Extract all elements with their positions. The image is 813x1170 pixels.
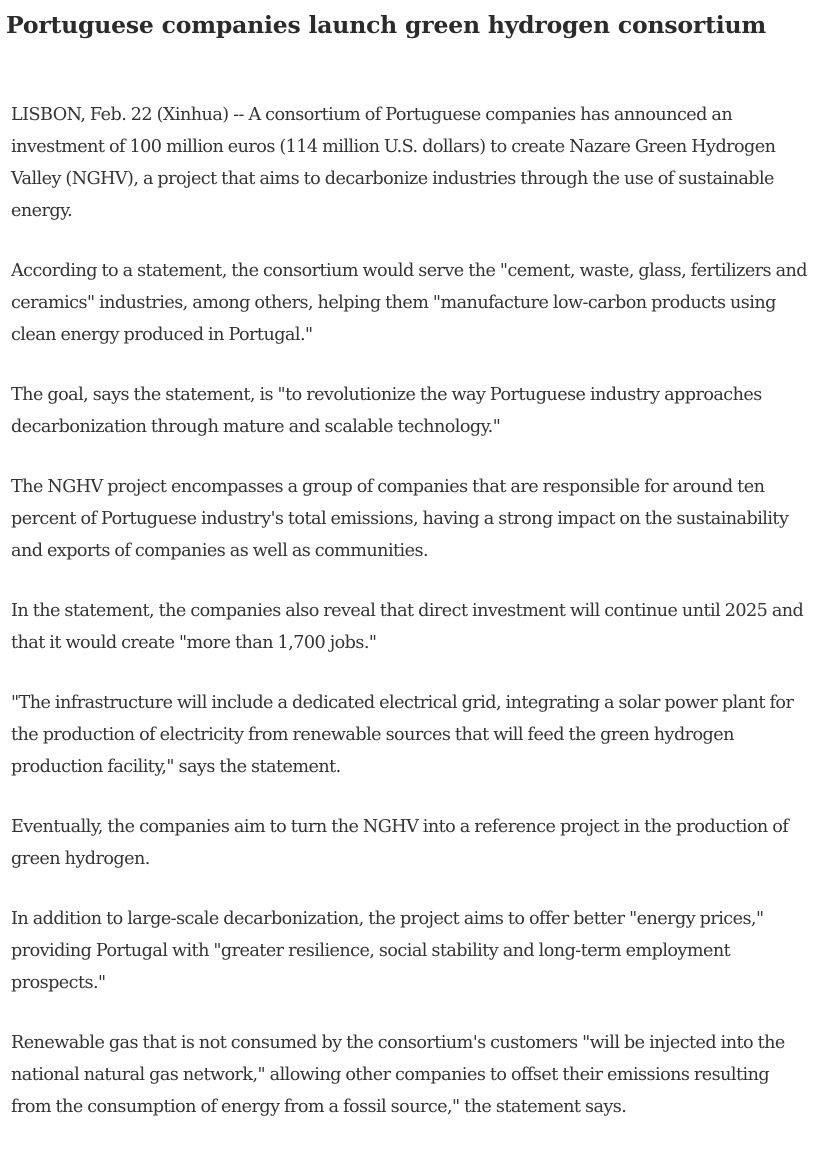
article-paragraph: "The infrastructure will include a dedicated electrical grid, integrating a solar power plant for the production of electricity from renewable sources that will feed the green hydrogen production facility," says the statement.	[11, 693, 794, 777]
article-paragraph: LISBON, Feb. 22 (Xinhua) -- A consortium of Portuguese companies has announced an investment of 100 million euros (114 million U.S. dollars) to create Nazare Green Hydrogen Valley (NGHV), a project that aims to decarbonize industries through the use of sustainable energy.	[11, 105, 776, 221]
article-paragraph: According to a statement, the consortium would serve the "cement, waste, glass, fertilizers and ceramics" industries, among others, helping them "manufacture low-carbon products using clean energy produced in Portugal."	[11, 261, 807, 345]
article-paragraph: In addition to large-scale decarbonization, the project aims to offer better "energy prices," providing Portugal with "greater resilience, social stability and long-term employment prospects."	[11, 909, 764, 993]
article-paragraph: Renewable gas that is not consumed by the consortium's customers "will be injected into the national natural gas network," allowing other companies to offset their emissions resulting from the consumption of energy from a fossil source," the statement says.	[11, 1033, 785, 1117]
article-body	[11, 99, 809, 1151]
article-headline: Portuguese companies launch green hydrogen consortium	[6, 11, 767, 39]
article-paragraph: Eventually, the companies aim to turn the NGHV into a reference project in the production of green hydrogen.	[11, 817, 789, 869]
article-paragraph: The goal, says the statement, is "to revolutionize the way Portuguese industry approaches decarbonization through mature and scalable technology."	[11, 385, 762, 437]
article-paragraph: In the statement, the companies also reveal that direct investment will continue until 2025 and that it would create "more than 1,700 jobs."	[11, 601, 804, 653]
article-paragraph: The NGHV project encompasses a group of companies that are responsible for around ten percent of Portuguese industry's total emissions, having a strong impact on the sustainability and exports of companies as well as communities.	[11, 477, 789, 561]
